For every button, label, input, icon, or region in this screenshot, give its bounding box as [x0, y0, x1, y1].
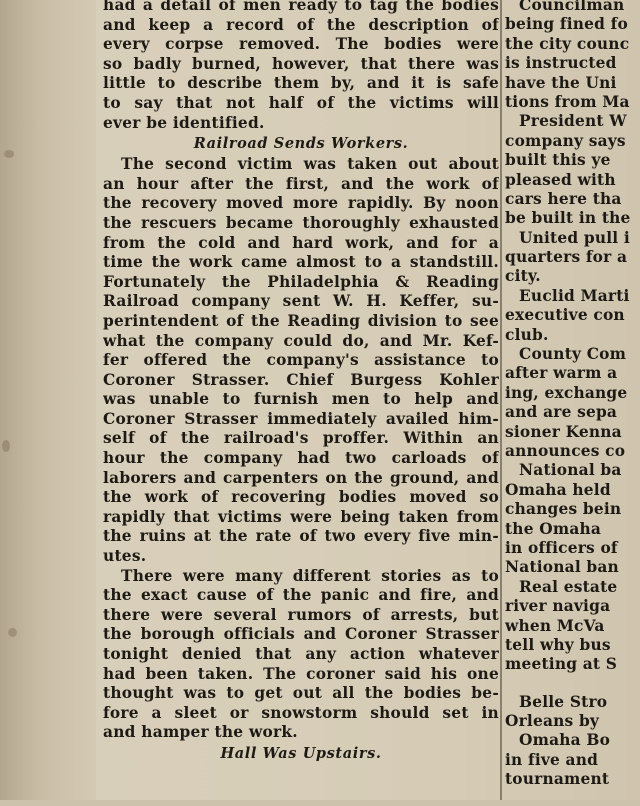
right-text-line: club.: [505, 325, 549, 344]
right-text-line: being fined fo: [505, 15, 628, 34]
text-line: fer offered the company's assistance to: [103, 351, 499, 370]
right-text-line: cars here tha: [505, 189, 622, 208]
text-line: to say that not half of the victims will: [103, 93, 499, 112]
text-line: perintendent of the Reading division to see: [103, 311, 499, 330]
right-text-line: city.: [505, 267, 541, 286]
text-line: thought was to get out all the bodies be-: [103, 684, 499, 703]
right-text-line: and are sepa: [505, 403, 618, 422]
right-text-line: pleased with: [505, 170, 616, 189]
right-text-line: National ba: [519, 461, 622, 480]
text-line: had a detail of men ready to tag the bodies: [103, 0, 499, 14]
text-line: hour the company had two carloads of: [103, 449, 499, 468]
right-text-line: Euclid Marti: [519, 286, 630, 305]
text-line: every corpse removed. The bodies were: [103, 35, 499, 54]
text-line: and hamper the work.: [103, 723, 298, 742]
right-text-line: County Com: [519, 345, 627, 364]
text-line: The second victim was taken out about: [121, 155, 499, 174]
right-text-line: Omaha held: [505, 480, 611, 499]
text-line: there were several rumors of arrests, but: [103, 605, 499, 624]
text-line: the rescuers became thoroughly exhausted: [103, 213, 499, 232]
right-column-items: [505, 0, 640, 675]
right-text-line: Belle Stro: [519, 692, 608, 711]
right-text-line: ing, exchange: [505, 383, 628, 402]
right-text-line: Omaha Bo: [519, 731, 611, 750]
left-page-margin: [0, 0, 96, 800]
text-line: the ruins at the rate of two every five min-: [103, 527, 499, 546]
right-text-line: built this ye: [505, 151, 611, 170]
text-line: Railroad company sent W. H. Keffer, su-: [103, 292, 499, 311]
ink-smudge: [4, 150, 14, 158]
intro-paragraph: [103, 0, 499, 133]
right-text-line: is instructed: [505, 54, 617, 73]
text-line: time the work came almost to a standstill.: [103, 253, 499, 272]
right-text-line: tions from Ma: [505, 92, 630, 111]
text-line: was unable to furnish men to help and: [103, 390, 499, 409]
right-text-line: the city counc: [505, 34, 630, 53]
column-gap: [505, 675, 640, 693]
text-line: little to describe them by, and it is safe: [103, 74, 499, 93]
text-line: the borough officials and Coroner Strasser: [103, 625, 499, 644]
right-text-line: sioner Kenna: [505, 422, 622, 441]
text-line: self of the railroad's proffer. Within an: [103, 429, 499, 448]
right-column-items-lower: [505, 693, 640, 790]
paragraph-recovery-work: [103, 155, 499, 566]
text-line: the exact cause of the panic and fire, and: [103, 586, 499, 605]
paragraph-cause-of-panic: [103, 567, 499, 743]
right-text-line: meeting at S: [505, 655, 618, 674]
text-line: the work of recovering bodies moved so: [103, 488, 499, 507]
text-line: what the company could do, and Mr. Kef-: [103, 331, 499, 350]
ink-smudge: [8, 628, 17, 637]
right-text-line: river naviga: [505, 597, 611, 616]
text-line: laborers and carpenters on the ground, and: [103, 468, 499, 487]
right-text-line: changes bein: [505, 500, 622, 519]
right-text-line: tournament: [505, 770, 610, 789]
right-text-line: announces co: [505, 441, 626, 460]
text-line: from the cold and hard work, and for a: [103, 233, 499, 252]
right-text-line: in officers of: [505, 538, 618, 557]
right-text-line: when McVa: [505, 616, 605, 635]
right-text-line: President W: [519, 112, 627, 131]
subheading-hall-was-upstairs: Hall Was Upstairs.: [220, 744, 382, 762]
right-text-line: Councilman: [519, 0, 625, 14]
right-text-line: National ban: [505, 558, 619, 577]
text-line: and keep a record of the description of: [103, 15, 499, 34]
text-line: fore a sleet or snowstorm should set in: [103, 703, 499, 722]
text-line: an hour after the first, and the work of: [103, 174, 499, 193]
right-news-column: [505, 0, 640, 806]
main-article-column: [103, 0, 499, 806]
text-line: utes.: [103, 547, 147, 566]
right-text-line: Orleans by: [505, 712, 600, 731]
right-text-line: be built in the: [505, 209, 631, 228]
right-text-line: executive con: [505, 306, 625, 325]
text-line: ever be identified.: [103, 113, 265, 132]
text-line: the recovery moved more rapidly. By noon: [103, 194, 499, 213]
text-line: so badly burned, however, that there was: [103, 54, 499, 73]
text-line: Fortunately the Philadelphia & Reading: [103, 272, 499, 291]
right-text-line: tell why bus: [505, 635, 611, 654]
right-text-line: Real estate: [519, 577, 618, 596]
right-text-line: in five and: [505, 750, 599, 769]
right-text-line: quarters for a: [505, 248, 628, 267]
text-line: Coroner Strasser. Chief Burgess Kohler: [103, 370, 499, 389]
text-line: rapidly that victims were being taken from: [103, 507, 499, 526]
text-line: Coroner Strasser immediately availed him-: [103, 409, 499, 428]
text-line: had been taken. The coroner said his one: [103, 664, 499, 683]
right-text-line: United pull i: [519, 228, 630, 247]
right-text-line: company says: [505, 131, 626, 150]
text-line: tonight denied that any action whatever: [103, 645, 499, 663]
right-text-line: the Omaha: [505, 519, 602, 538]
subheading-railroad-sends-workers: Railroad Sends Workers.: [193, 135, 409, 153]
column-rule: [500, 0, 502, 800]
ink-smudge: [2, 440, 10, 452]
right-text-line: have the Uni: [505, 73, 617, 92]
text-line: There were many different stories as to: [121, 566, 499, 585]
right-text-line: after warm a: [505, 364, 618, 383]
